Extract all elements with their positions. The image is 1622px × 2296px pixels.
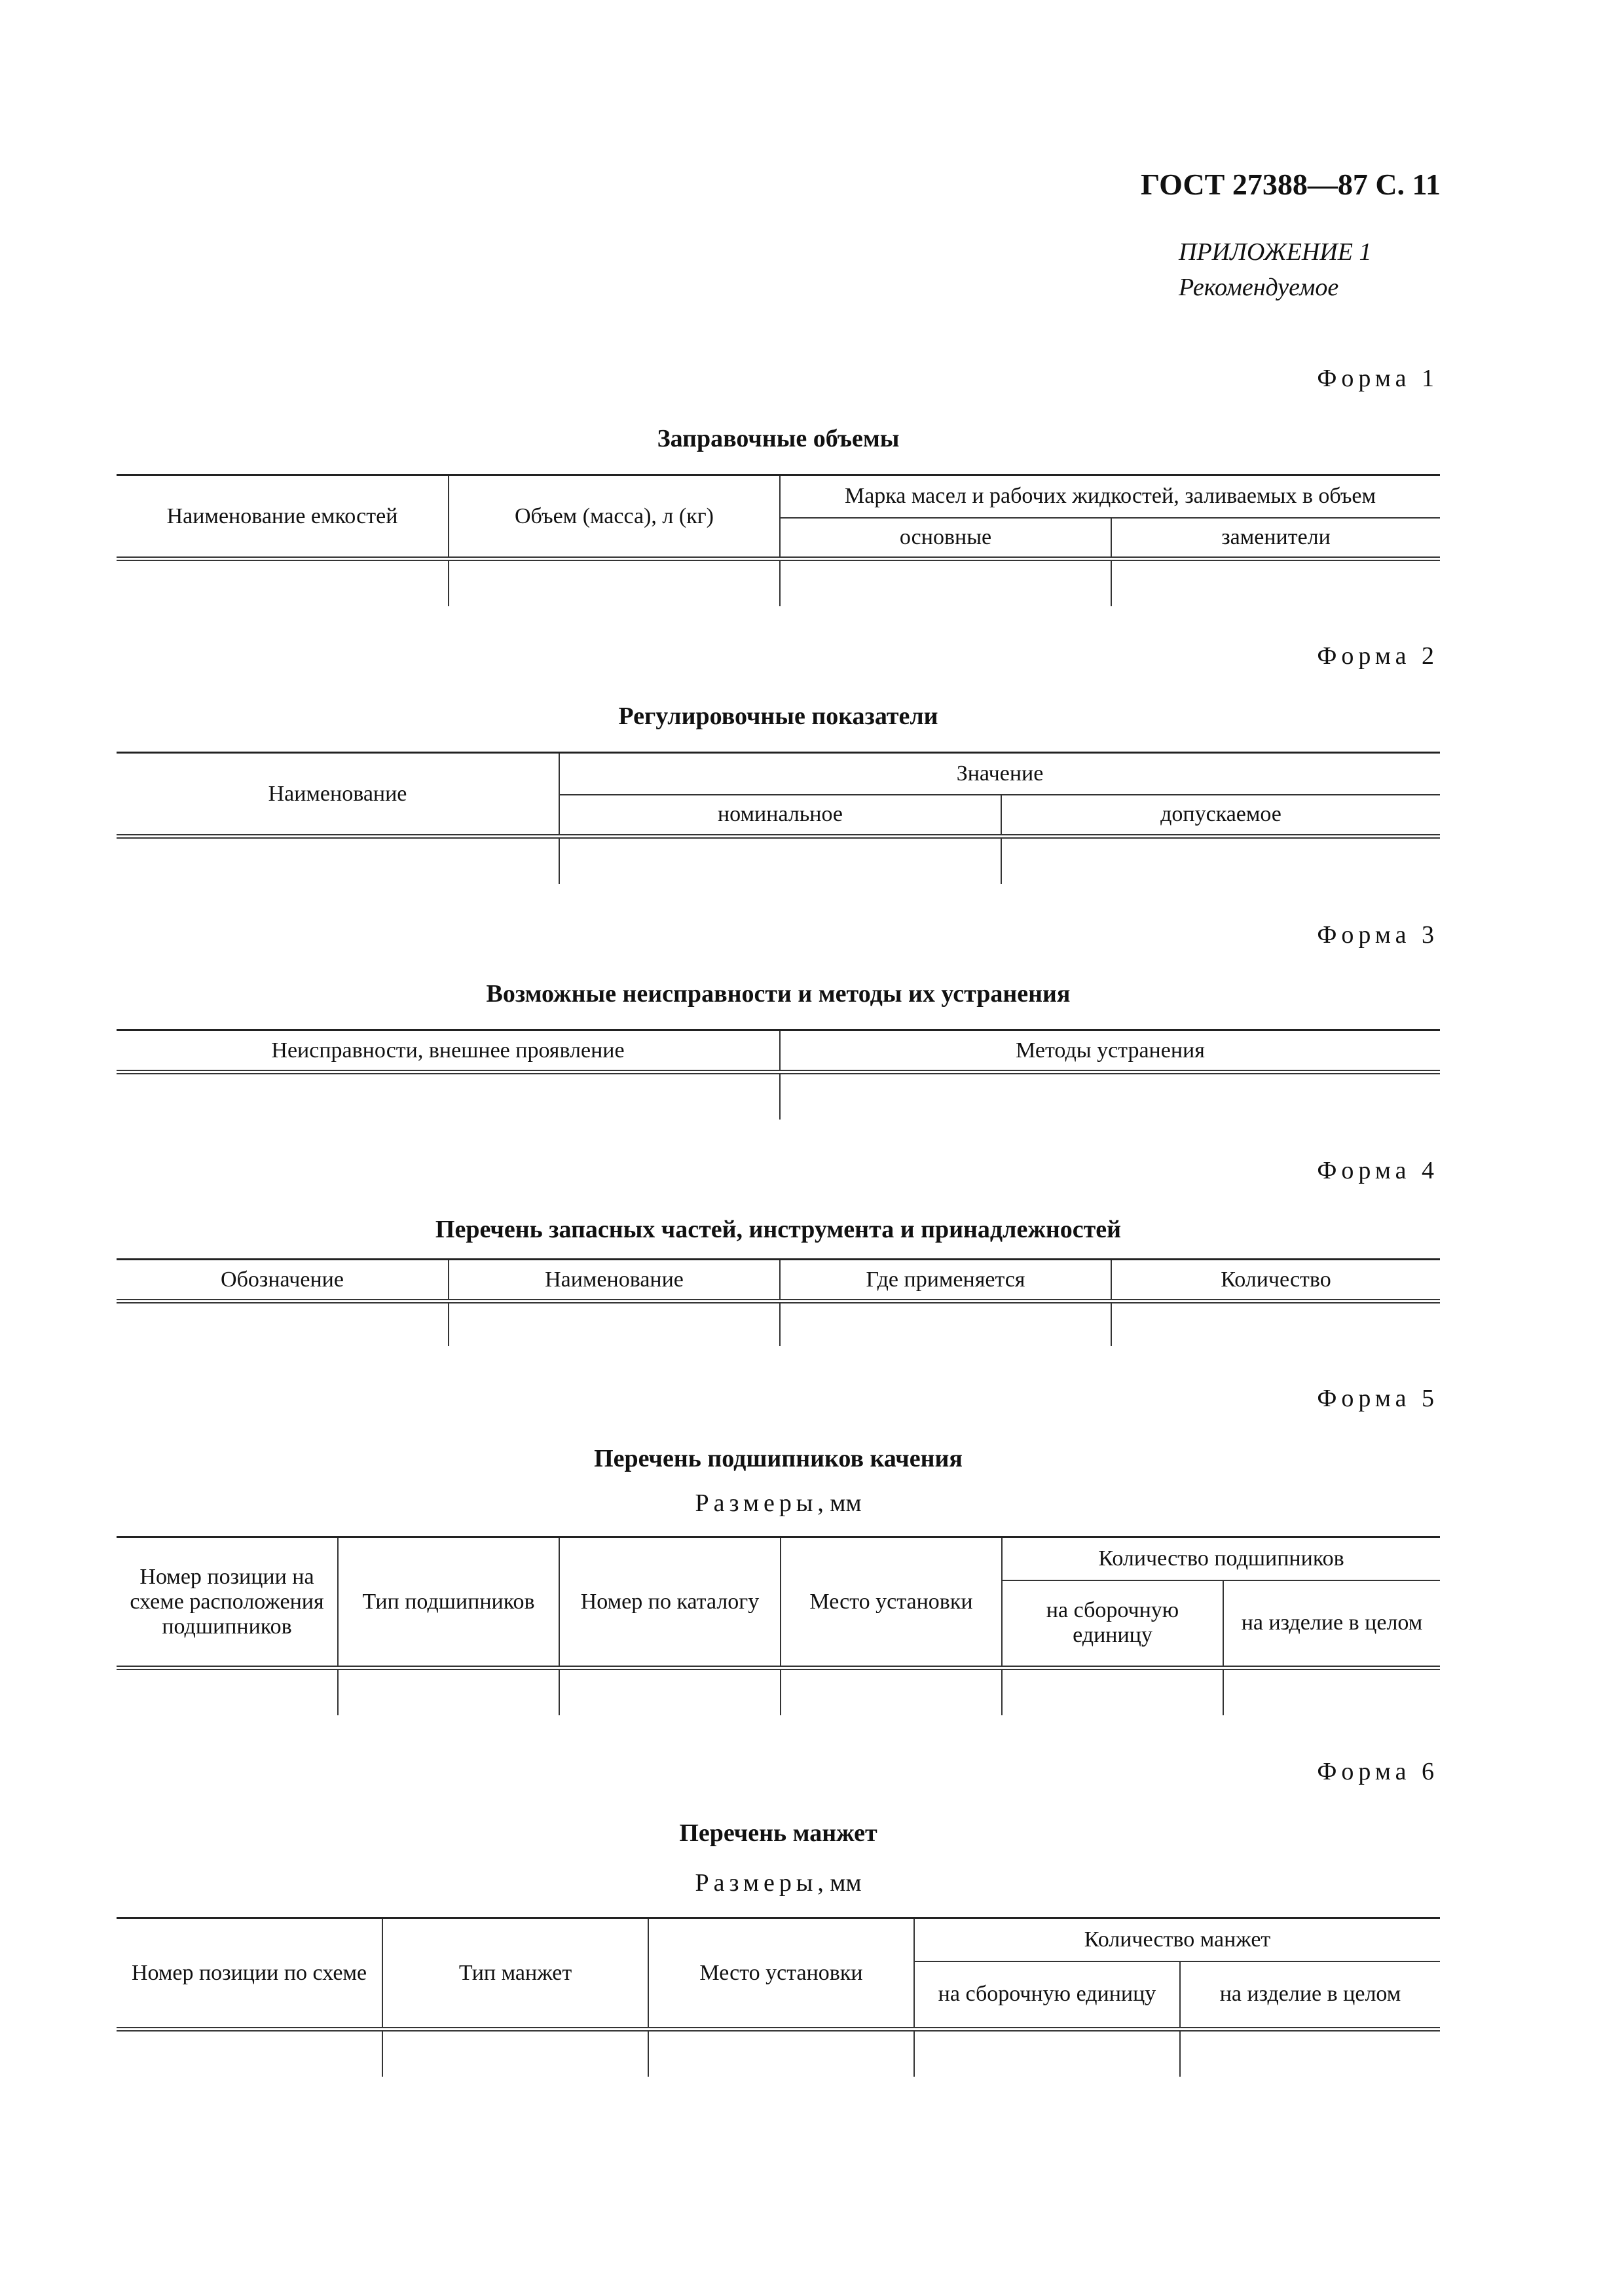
table-cell — [382, 2030, 648, 2077]
header-install-place: Место установки — [648, 1918, 914, 2030]
header-position: Номер позиции по схеме — [117, 1918, 382, 2030]
table-cell — [1180, 2030, 1440, 2077]
header-faults: Неисправности, внешнее проявление — [117, 1030, 780, 1072]
form-4-table — [117, 1258, 1440, 1346]
header-oil-brand: Марка масел и рабочих жидкостей, заливаемых в объем — [780, 475, 1440, 518]
form-2-label: Форма 2 — [1317, 642, 1439, 670]
header-quantity: Количество — [1111, 1260, 1440, 1302]
table-cell — [1111, 559, 1440, 606]
form-6-title: Перечень манжет — [679, 1819, 877, 1847]
form-4-title: Перечень запасных частей, инструмента и принадлежностей — [435, 1216, 1122, 1243]
table-cell — [780, 1302, 1111, 1346]
table-cell — [117, 1302, 449, 1346]
units-value: , мм — [817, 1489, 862, 1517]
header-catalog-number: Номер по каталогу — [559, 1537, 781, 1668]
table-cell — [1111, 1302, 1440, 1346]
units-value: , мм — [817, 1869, 862, 1897]
header-per-product: на изделие в целом — [1180, 1961, 1440, 2030]
table-cell — [117, 559, 449, 606]
form-1-label: Форма 1 — [1317, 365, 1439, 392]
units-label: Размеры — [695, 1869, 818, 1897]
table-cell — [117, 1072, 780, 1120]
form-5-title: Перечень подшипников качения — [594, 1445, 963, 1472]
header-designation: Обозначение — [117, 1260, 449, 1302]
appendix-title: ПРИЛОЖЕНИЕ 1 — [1179, 238, 1372, 266]
table-cell — [781, 1668, 1002, 1715]
form-1-table — [117, 474, 1440, 606]
form-5-table — [117, 1536, 1440, 1715]
units-label: Размеры — [695, 1489, 818, 1517]
header-per-assembly: на сборочную единицу — [914, 1961, 1180, 2030]
header-methods: Методы устранения — [780, 1030, 1440, 1072]
header-main: основные — [780, 518, 1111, 559]
table-cell — [117, 2030, 382, 2077]
header-cuff-count: Количество манжет — [914, 1918, 1440, 1961]
table-cell — [780, 559, 1111, 606]
form-2-table — [117, 752, 1440, 884]
table-cell — [1223, 1668, 1440, 1715]
table-cell — [449, 559, 780, 606]
table-cell — [1002, 1668, 1223, 1715]
form-3-label: Форма 3 — [1317, 921, 1439, 949]
table-cell — [117, 837, 559, 884]
form-6-label: Форма 6 — [1317, 1758, 1439, 1785]
appendix-note: Рекомендуемое — [1179, 274, 1339, 301]
header-position: Номер позиции на схеме расположения подшипников — [117, 1537, 338, 1668]
appendix-block — [1179, 234, 1371, 305]
table-cell — [559, 837, 1001, 884]
header-bearing-type: Тип подшипников — [338, 1537, 559, 1668]
form-5-label: Форма 5 — [1317, 1385, 1439, 1412]
document-header: ГОСТ 27388—87 С. 11 — [1140, 168, 1441, 201]
form-6-units — [117, 1868, 1440, 1897]
table-cell — [338, 1668, 559, 1715]
form-5-units — [117, 1489, 1440, 1518]
header-value: Значение — [559, 753, 1440, 795]
header-nominal: номинальное — [559, 795, 1001, 837]
form-6-table — [117, 1917, 1440, 2077]
header-name: Наименование — [117, 753, 559, 837]
form-1-title: Заправочные объемы — [657, 425, 900, 452]
header-bearing-count: Количество подшипников — [1002, 1537, 1440, 1580]
header-where-used: Где применяется — [780, 1260, 1111, 1302]
header-per-assembly: на сборочную единицу — [1002, 1580, 1223, 1668]
header-per-product: на изделие в целом — [1223, 1580, 1440, 1668]
header-allowed: допускаемое — [1001, 795, 1440, 837]
form-3-table — [117, 1029, 1440, 1120]
header-install-place: Место установки — [781, 1537, 1002, 1668]
table-cell — [559, 1668, 781, 1715]
table-cell — [117, 1668, 338, 1715]
table-cell — [648, 2030, 914, 2077]
header-name: Наименование — [449, 1260, 780, 1302]
table-cell — [449, 1302, 780, 1346]
form-4-label: Форма 4 — [1317, 1157, 1439, 1184]
header-tank-name: Наименование емкостей — [117, 475, 449, 559]
form-3-title: Возможные неисправности и методы их устранения — [486, 980, 1071, 1008]
header-volume: Объем (масса), л (кг) — [449, 475, 780, 559]
header-substitutes: заменители — [1111, 518, 1440, 559]
table-cell — [914, 2030, 1180, 2077]
form-2-title: Регулировочные показатели — [618, 702, 938, 730]
table-cell — [780, 1072, 1440, 1120]
header-cuff-type: Тип манжет — [382, 1918, 648, 2030]
table-cell — [1001, 837, 1440, 884]
